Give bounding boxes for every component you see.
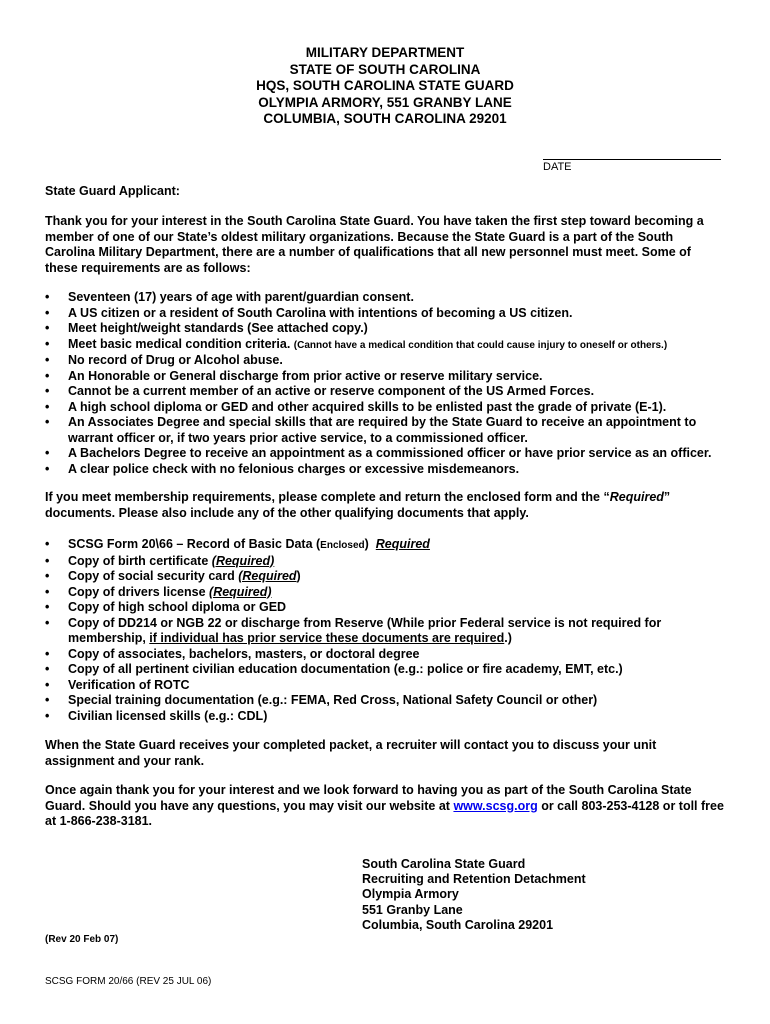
prior-service-note: if individual has prior service these documents are required xyxy=(149,631,505,645)
closing-text: or call 803-253-4128 or toll free at 1-866-238-3181. xyxy=(45,798,724,828)
letterhead-line: STATE OF SOUTH CAROLINA xyxy=(289,61,481,77)
instructions-text: If you meet membership requirements, please complete and return the enclosed form and the “ xyxy=(45,490,610,504)
signature-line: 551 Granby Lane xyxy=(362,902,463,917)
list-item: • Copy of associates, bachelors, masters, or doctoral degree xyxy=(45,647,725,663)
instructions-paragraph xyxy=(45,490,725,521)
list-item: • An Associates Degree and special skills that are required by the State Guard to receive an appointment to warrant officer or, if two years prior active service, to a commissioned officer. xyxy=(45,415,725,446)
date-label: DATE xyxy=(543,161,572,173)
signature-line: Olympia Armory xyxy=(362,887,459,902)
document-text: ) xyxy=(296,569,301,583)
list-item: • Seventeen (17) years of age with parent/guardian consent. xyxy=(45,290,725,306)
list-item: • Copy of high school diploma or GED xyxy=(45,600,725,616)
required-marker: (Required xyxy=(238,569,297,583)
letterhead-line: HQS, SOUTH CAROLINA STATE GUARD xyxy=(256,78,514,93)
recruiter-paragraph: When the State Guard receives your completed packet, a recruiter will contact you to discuss your unit assignment and your rank. xyxy=(45,738,657,768)
signature-line: Recruiting and Retention Detachment xyxy=(362,872,586,887)
requirements-list xyxy=(45,290,725,477)
document-text: Copy of birth certificate xyxy=(68,553,212,568)
required-marker: (Required) xyxy=(211,553,275,568)
list-item: • Meet height/weight standards (See attached copy.) xyxy=(45,321,725,337)
list-item: • Verification of ROTC xyxy=(45,678,725,694)
salutation: State Guard Applicant: xyxy=(45,184,180,198)
documents-list xyxy=(45,537,725,724)
date-signature-line xyxy=(543,159,721,160)
required-word: Required xyxy=(609,490,664,504)
revision-note: (Rev 20 Feb 07) xyxy=(45,934,119,945)
letterhead-line: COLUMBIA, SOUTH CAROLINA 29201 xyxy=(263,111,507,126)
requirement-text: Meet basic medical condition criteria. xyxy=(68,336,291,351)
list-item xyxy=(45,585,725,601)
document-text: SCSG Form 20\66 – Record of Basic Data ( xyxy=(68,537,321,551)
list-item: • Cannot be a current member of an active or reserve component of the US Armed Forces. xyxy=(45,384,725,400)
document-text: Copy of drivers license xyxy=(68,584,210,599)
website-link[interactable]: www.scsg.org xyxy=(453,798,538,813)
instructions-text: ” documents. Please also include any of the other qualifying documents that apply. xyxy=(45,490,671,520)
list-item xyxy=(45,337,725,354)
list-item: • A high school diploma or GED and other acquired skills to be enlisted past the grade of private (E-1). xyxy=(45,400,725,416)
form-identifier: SCSG FORM 20/66 (REV 25 JUL 06) xyxy=(45,976,212,987)
enclosed-note: Enclosed xyxy=(320,540,365,551)
list-item xyxy=(45,537,725,554)
closing-paragraph xyxy=(45,783,725,830)
list-item: • No record of Drug or Alcohol abuse. xyxy=(45,353,725,369)
required-marker: (Required) xyxy=(209,584,272,599)
signature-line: South Carolina State Guard xyxy=(362,857,526,871)
signature-block xyxy=(362,857,586,933)
list-item: • Civilian licensed skills (e.g.: CDL) xyxy=(45,709,725,725)
list-item: • Copy of all pertinent civilian education documentation (e.g.: police or fire academy, EMT, etc.) xyxy=(45,662,725,678)
list-item xyxy=(45,569,725,585)
signature-line: Columbia, South Carolina 29201 xyxy=(362,917,554,932)
document-text: Copy of social security card xyxy=(68,569,239,583)
document-text: .) xyxy=(504,631,512,645)
list-item xyxy=(45,616,725,647)
document-text: ) xyxy=(364,537,369,551)
letterhead-line: MILITARY DEPARTMENT xyxy=(305,45,465,60)
list-item: • A clear police check with no felonious charges or excessive misdemeanors. xyxy=(45,462,725,478)
list-item xyxy=(45,554,725,570)
closing-text: Once again thank you for your interest and we look forward to having you as part of the South Carolina State Guard. Should you have any questions, you may visit our website at xyxy=(45,783,692,813)
letterhead xyxy=(0,45,770,128)
intro-paragraph: Thank you for your interest in the South Carolina State Guard. You have taken the first step toward becoming a member of one of our State’s oldest military organizations. Because the State Guard is a part of the South Carolina Military Department, there are a number of qualifications that all new personnel must meet. Some of these requirements are as follows: xyxy=(45,214,704,275)
list-item: • A US citizen or a resident of South Carolina with intentions of becoming a US citizen. xyxy=(45,306,725,322)
required-marker: Required xyxy=(375,537,430,551)
list-item: • Special training documentation (e.g.: FEMA, Red Cross, National Safety Council or other) xyxy=(45,693,725,709)
requirement-note: (Cannot have a medical condition that could cause injury to oneself or others.) xyxy=(293,339,668,351)
document-text: Copy of DD214 or NGB 22 or discharge from Reserve (While prior Federal service is not required for membership, xyxy=(68,615,662,645)
list-item: • A Bachelors Degree to receive an appointment as a commissioned officer or have prior service as an officer. xyxy=(45,446,725,462)
letterhead-line: OLYMPIA ARMORY, 551 GRANBY LANE xyxy=(258,94,512,110)
list-item: • An Honorable or General discharge from prior active or reserve military service. xyxy=(45,369,725,385)
